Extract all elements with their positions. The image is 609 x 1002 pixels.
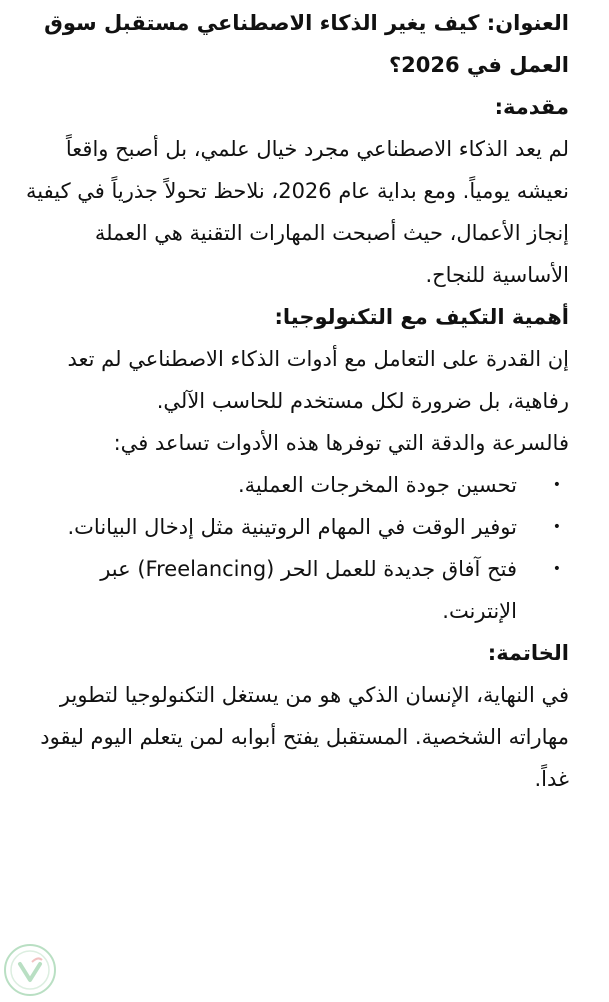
watermark-logo-icon xyxy=(2,942,58,998)
article-title xyxy=(20,2,569,86)
bullet-icon: • xyxy=(552,477,561,493)
adaptation-paragraph: إن القدرة على التعامل مع أدوات الذكاء الاصطناعي لم تعد رفاهية، بل ضرورة لكل مستخدم للحاسب الآلي. xyxy=(67,347,569,413)
list-item-text: تحسين جودة المخرجات العملية. xyxy=(237,473,517,497)
adaptation-lead-in: فالسرعة والدقة التي توفرها هذه الأدوات تساعد في: xyxy=(113,431,569,455)
bullet-icon: • xyxy=(552,519,561,535)
benefits-list xyxy=(20,464,569,632)
list-item-text: توفير الوقت في المهام الروتينية مثل إدخال البيانات. xyxy=(67,515,517,539)
list-item xyxy=(20,548,569,632)
title-label: العنوان: xyxy=(486,11,569,35)
list-item xyxy=(20,464,569,506)
conclusion-paragraph: في النهاية، الإنسان الذكي هو من يستغل التكنولوجيا لتطوير مهاراته الشخصية. المستقبل يفتح أبوابه لمن يتعلم اليوم ليقود غداً. xyxy=(40,683,569,791)
list-item xyxy=(20,506,569,548)
title-text: كيف يغير الذكاء الاصطناعي مستقبل سوق العمل في 2026؟ xyxy=(44,11,569,77)
intro-heading: مقدمة: xyxy=(494,95,569,119)
article xyxy=(20,2,569,800)
intro-paragraph: لم يعد الذكاء الاصطناعي مجرد خيال علمي، بل أصبح واقعاً نعيشه يومياً. ومع بداية عام 2026، نلاحظ تحولاً جذرياً في كيفية إنجاز الأعمال، حيث أصبحت المهارات التقنية هي العملة الأساسية للنجاح. xyxy=(26,137,569,287)
bullet-icon: • xyxy=(552,561,561,577)
list-item-text: فتح آفاق جديدة للعمل الحر (Freelancing) عبر الإنترنت. xyxy=(100,557,517,623)
conclusion-heading: الخاتمة: xyxy=(487,641,569,665)
adaptation-heading: أهمية التكيف مع التكنولوجيا: xyxy=(274,305,569,329)
